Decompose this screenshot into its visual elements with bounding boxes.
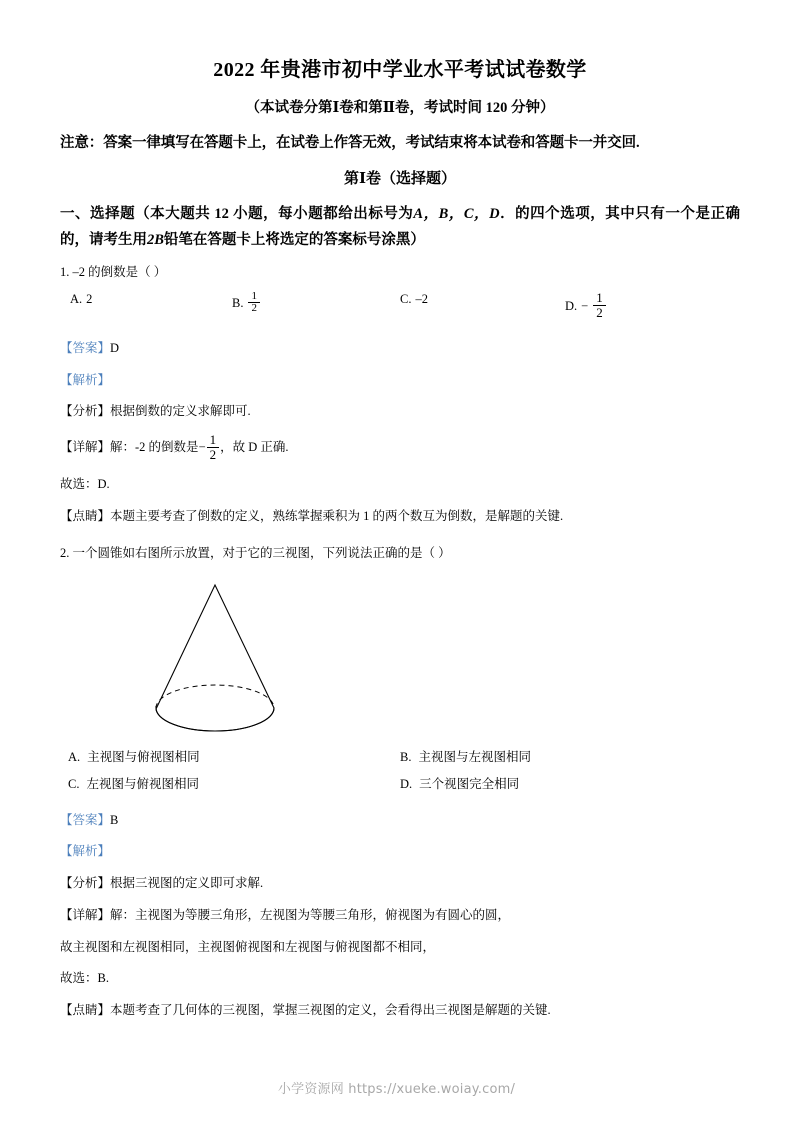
exam-subtitle: （本试卷分第Ⅰ卷和第Ⅱ卷，考试时间 120 分钟） bbox=[245, 100, 555, 116]
fenxi-label: 【分析】 bbox=[60, 404, 111, 419]
section-one-heading-letters: A，B，C，D bbox=[413, 206, 500, 223]
question-1-option-b[interactable] bbox=[232, 289, 261, 316]
option-b-label: B. bbox=[400, 749, 412, 764]
xiangjie-label: 【详解】 bbox=[60, 907, 111, 922]
option-b-denominator: 2 bbox=[251, 302, 257, 315]
section-one-heading-part1: 一、选择题（本大题共 12 小题，每小题都给出标号为 bbox=[60, 206, 414, 223]
option-c-label: C. bbox=[400, 291, 412, 306]
option-d-denominator: 2 bbox=[596, 304, 603, 320]
cone-figure-svg bbox=[68, 569, 318, 734]
analysis-label: 【解析】 bbox=[60, 844, 111, 859]
question-2-options bbox=[60, 744, 740, 798]
question-2-text: 一个圆锥如右图所示放置，对于它的三视图，下列说法正确的是（ ） bbox=[72, 545, 451, 560]
question-2-analysis-label bbox=[60, 842, 740, 861]
question-1-analysis-label bbox=[60, 371, 740, 390]
question-2-fenxi bbox=[60, 874, 740, 893]
question-1-stem bbox=[60, 263, 740, 282]
question-2-conclusion: 故选：B. bbox=[60, 971, 109, 986]
question-1-answer-line bbox=[60, 339, 740, 358]
question-2-option-a[interactable] bbox=[68, 744, 200, 771]
question-1-conclusion: 故选：D. bbox=[60, 477, 110, 492]
question-1-number: 1. bbox=[60, 265, 70, 280]
fenxi-text: 根据三视图的定义即可求解. bbox=[110, 876, 264, 891]
fenxi-label: 【分析】 bbox=[60, 876, 111, 891]
option-d-label: D. bbox=[565, 298, 578, 313]
question-1-option-a[interactable] bbox=[70, 292, 92, 307]
question-1-option-c[interactable] bbox=[400, 292, 428, 307]
xiangjie-denominator: 2 bbox=[209, 446, 217, 462]
dianjing-label: 【点睛】 bbox=[60, 509, 111, 524]
question-2-dianjing bbox=[60, 1001, 740, 1020]
footer-watermark: 小学资源网 https://xueke.woiay.com/ bbox=[277, 1082, 516, 1097]
question-2-option-d[interactable] bbox=[400, 771, 519, 798]
option-d-value: 三个视图完全相同 bbox=[419, 776, 520, 791]
section-label-part-one: 第Ⅰ卷（选择题） bbox=[343, 171, 457, 188]
fenxi-text: 根据倒数的定义求解即可. bbox=[110, 404, 251, 419]
dianjing-label: 【点睛】 bbox=[60, 1003, 111, 1018]
xiangjie-text: 解：主视图为等腰三角形，左视图为等腰三角形，俯视图为有圆心的圆， bbox=[110, 907, 511, 922]
question-1-fenxi bbox=[60, 402, 740, 421]
xiangjie-pre: 解：-2 的倒数是 bbox=[110, 440, 199, 455]
xiangjie-numerator: 1 bbox=[207, 433, 220, 448]
option-c-label: C. bbox=[68, 776, 80, 791]
answer-value: D bbox=[110, 340, 120, 355]
question-1-options bbox=[60, 289, 740, 326]
dianjing-text: 本题主要考查了倒数的定义，熟练掌握乘积为 1 的两个数互为倒数，是解题的关键. bbox=[110, 509, 564, 524]
option-d-numerator: 1 bbox=[593, 291, 606, 306]
question-1-text: –2 的倒数是（ ） bbox=[72, 265, 167, 280]
answer-value: B bbox=[110, 812, 119, 827]
question-2-option-c[interactable] bbox=[68, 771, 199, 798]
option-b-label: B. bbox=[232, 296, 244, 311]
section-one-heading-pencil: 2B bbox=[147, 231, 164, 248]
xiangjie-sign: − bbox=[198, 440, 206, 455]
question-2-answer-line bbox=[60, 811, 740, 830]
option-b-numerator: 1 bbox=[248, 291, 260, 304]
question-1-option-d[interactable] bbox=[565, 289, 607, 320]
question-2-options-row-2 bbox=[60, 771, 740, 798]
question-1-xiangjie bbox=[60, 434, 740, 462]
option-c-value: 左视图与俯视图相同 bbox=[86, 776, 199, 791]
option-d-sign: − bbox=[581, 298, 589, 313]
option-a-label: A. bbox=[70, 291, 83, 306]
option-d-label: D. bbox=[400, 776, 413, 791]
question-2-option-b[interactable] bbox=[400, 744, 531, 771]
section-one-heading-part3: 铅笔在答题卡上将选定的答案标号涂黑） bbox=[163, 231, 425, 248]
option-b-value: 主视图与左视图相同 bbox=[418, 749, 531, 764]
answer-label: 【答案】 bbox=[60, 812, 111, 827]
section-one-heading-part2: ．的四个选项，其中只有一个是正确的，请考生用 bbox=[60, 206, 740, 248]
analysis-label: 【解析】 bbox=[60, 372, 111, 387]
xiangjie-post: ，故 D 正确. bbox=[220, 440, 289, 455]
option-b-fraction bbox=[248, 291, 260, 315]
cone-diagram bbox=[68, 569, 318, 734]
option-c-value: –2 bbox=[415, 291, 428, 306]
option-a-value: 2 bbox=[86, 291, 93, 306]
page-content bbox=[60, 58, 740, 1020]
xiangjie-label: 【详解】 bbox=[60, 440, 111, 455]
question-2-stem bbox=[60, 544, 740, 563]
question-1-dianjing bbox=[60, 507, 740, 526]
question-2-number: 2. bbox=[60, 545, 70, 560]
exam-notice: 注意：答案一律填写在答题卡上，在试卷上作答无效，考试结束将本试卷和答题卡一并交回. bbox=[60, 134, 640, 151]
option-a-label: A. bbox=[68, 749, 81, 764]
xiangjie-fraction bbox=[207, 433, 220, 461]
option-a-value: 主视图与俯视图相同 bbox=[87, 749, 200, 764]
question-2-extra-line: 故主视图和左视图相同，主视图俯视图和左视图与俯视图都不相同， bbox=[60, 939, 436, 954]
page-title: 2022 年贵港市初中学业水平考试试卷数学 bbox=[213, 59, 587, 81]
option-d-fraction bbox=[593, 291, 606, 319]
question-2-xiangjie bbox=[60, 906, 740, 925]
dianjing-text: 本题考查了几何体的三视图，掌握三视图的定义，会看得出三视图是解题的关键. bbox=[110, 1003, 551, 1018]
question-2-options-row-1 bbox=[60, 744, 740, 771]
section-one-heading bbox=[60, 202, 740, 253]
answer-label: 【答案】 bbox=[60, 340, 111, 355]
